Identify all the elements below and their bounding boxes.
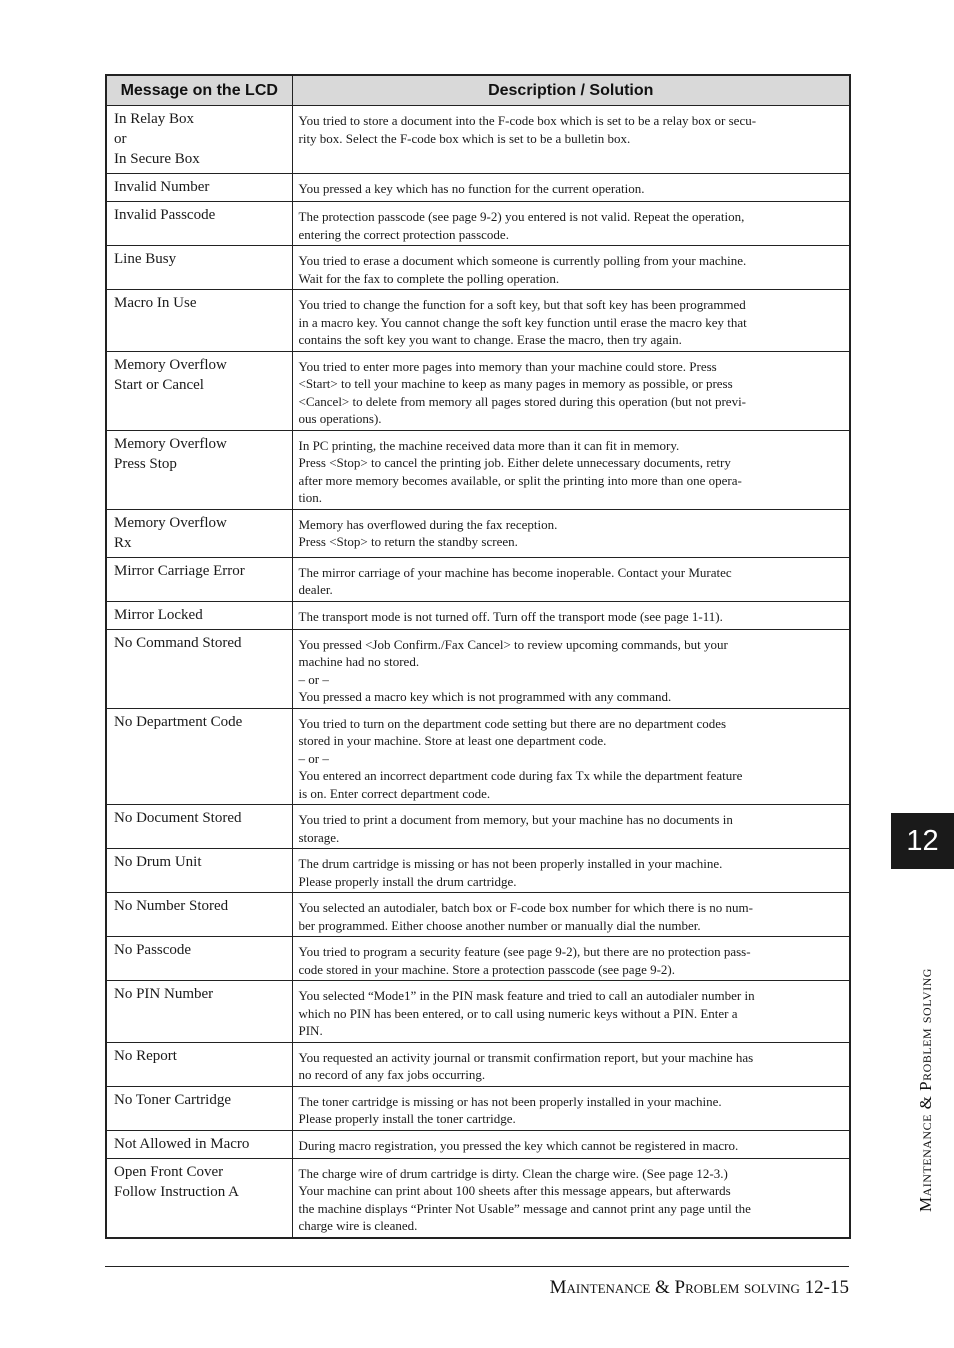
description-cell: [292, 893, 850, 937]
lcd-message-line: In Secure Box: [114, 151, 200, 167]
lcd-message-cell: [106, 1086, 292, 1130]
description-line: The mirror carriage of your machine has become inoperable. Contact your Muratec: [298, 564, 732, 580]
description-line: You pressed a key which has no function for the current operation.: [298, 181, 645, 196]
lcd-message-line: Rx: [114, 534, 132, 551]
description-line: tion.: [298, 490, 322, 505]
description-line: dealer.: [298, 582, 333, 597]
table-row: [106, 174, 850, 202]
table-row: [106, 708, 850, 805]
table-row: [106, 981, 850, 1043]
lcd-message-line: No PIN Number: [114, 986, 214, 1002]
table-row: [106, 1158, 850, 1238]
lcd-message-line: Start or Cancel: [114, 376, 204, 393]
chapter-side-title: Maintenance & Problem solving: [916, 968, 935, 1212]
description-cell: [292, 557, 850, 601]
lcd-message-line: No Number Stored: [114, 898, 229, 914]
description-line: entering the correct protection passcode.: [298, 226, 509, 242]
lcd-message-cell: [106, 1130, 292, 1158]
description-line: In PC printing, the machine received data more than it can fit in memory.: [298, 437, 680, 453]
lcd-message-cell: [106, 351, 292, 430]
table-row: [106, 202, 850, 246]
description-line: storage.: [298, 829, 340, 845]
table-row: [106, 106, 850, 174]
description-cell: [292, 708, 850, 805]
description-line: machine had no stored.: [298, 654, 420, 669]
description-cell: [292, 849, 850, 893]
lcd-message-cell: [106, 981, 292, 1043]
description-cell: [292, 290, 850, 352]
lcd-message-line: Press Stop: [114, 455, 177, 472]
lcd-message-cell: [106, 106, 292, 174]
description-cell: [292, 1158, 850, 1238]
lcd-message-line: No Report: [114, 1047, 177, 1064]
description-cell: [292, 509, 850, 557]
table-row: [106, 601, 850, 629]
table-row: [106, 290, 850, 352]
description-line: PIN.: [298, 1023, 323, 1038]
lcd-message-line: No Toner Cartridge: [114, 1091, 231, 1108]
description-line: contains the soft key you want to change. Erase the macro, then try again.: [298, 332, 682, 347]
description-cell: [292, 629, 850, 708]
description-line: The protection passcode (see page 9-2) you entered is not valid. Repeat the operation,: [298, 209, 745, 224]
footer-divider: [105, 1266, 849, 1267]
description-line: You tried to print a document from memory, but your machine has no documents in: [298, 812, 733, 827]
lcd-message-cell: [106, 1042, 292, 1086]
description-cell: [292, 246, 850, 290]
table-row: [106, 246, 850, 290]
lcd-message-line: Follow Instruction A: [114, 1183, 240, 1200]
table-row: [106, 1130, 850, 1158]
lcd-message-line: No Department Code: [114, 713, 243, 730]
description-line: is on. Enter correct department code.: [298, 785, 491, 801]
lcd-message-line: Open Front Cover: [114, 1163, 224, 1180]
description-line: after more memory becomes available, or split the printing into more than one opera-: [298, 472, 742, 488]
description-cell: [292, 351, 850, 430]
description-line: stored in your machine. Store at least one department code.: [298, 733, 607, 748]
description-cell: [292, 1086, 850, 1130]
description-line: Press <Stop> to return the standby screen.: [298, 534, 518, 549]
description-cell: [292, 981, 850, 1043]
table-row: [106, 893, 850, 937]
lcd-message-line: Memory Overflow: [114, 356, 227, 373]
table-row: [106, 805, 850, 849]
description-line: You tried to change the function for a soft key, but that soft key has been programmed: [298, 297, 746, 312]
lcd-message-cell: [106, 430, 292, 509]
description-line: Memory has overflowed during the fax reception.: [298, 516, 558, 532]
lcd-message-cell: [106, 290, 292, 352]
lcd-message-cell: [106, 246, 292, 290]
description-cell: [292, 430, 850, 509]
lcd-message-line: Line Busy: [114, 251, 177, 267]
description-line: You tried to turn on the department code setting but there are no department codes: [298, 715, 727, 731]
lcd-message-line: Mirror Carriage Error: [114, 562, 245, 579]
description-line: You selected an autodialer, batch box or F-code box number for which there is no num-: [298, 900, 753, 915]
lcd-message-line: In Relay Box: [114, 111, 194, 127]
lcd-message-line: Macro In Use: [114, 295, 197, 311]
description-cell: [292, 937, 850, 981]
description-line: Your machine can print about 100 sheets after this message appears, but afterwards: [298, 1183, 731, 1198]
table-row: [106, 937, 850, 981]
lcd-message-line: Invalid Passcode: [114, 207, 216, 223]
lcd-message-cell: [106, 509, 292, 557]
page-footer: Maintenance & Problem solving 12-15: [549, 1277, 849, 1298]
lcd-message-cell: [106, 708, 292, 805]
description-line: You tried to erase a document which someone is currently polling from your machine.: [298, 253, 747, 268]
description-line: Wait for the fax to complete the polling operation.: [298, 270, 560, 286]
description-line: Please properly install the toner cartridge.: [298, 1111, 516, 1126]
description-line: – or –: [298, 750, 329, 766]
table-row: [106, 430, 850, 509]
description-line: no record of any fax jobs occurring.: [298, 1067, 486, 1082]
column-header-lcd-message: Message on the LCD: [106, 75, 292, 106]
description-line: You tried to program a security feature (see page 9-2), but there are no protection pass-: [298, 944, 751, 959]
description-line: which no PIN has been entered, or to call using numeric keys without a PIN. Enter a: [298, 1005, 738, 1021]
description-line: The toner cartridge is missing or has not been properly installed in your machine.: [298, 1093, 722, 1109]
description-line: rity box. Select the F-code box which is set to be a bulletin box.: [298, 130, 631, 146]
description-line: You tried to store a document into the F-code box which is set to be a relay box or secu-: [298, 113, 757, 128]
table-row: [106, 351, 850, 430]
description-line: charge wire is cleaned.: [298, 1218, 418, 1233]
description-line: ous operations).: [298, 411, 382, 426]
description-line: During macro registration, you pressed the key which cannot be registered in macro.: [298, 1137, 739, 1153]
lcd-message-table: [105, 74, 851, 1239]
description-line: in a macro key. You cannot change the soft key function until erase the macro key that: [298, 314, 747, 330]
description-line: Please properly install the drum cartridge.: [298, 873, 517, 889]
chapter-number: 12: [906, 824, 939, 857]
table-header-row: [106, 75, 850, 106]
description-cell: [292, 106, 850, 174]
lcd-message-line: Invalid Number: [114, 179, 210, 195]
table-row: [106, 629, 850, 708]
lcd-message-cell: [106, 805, 292, 849]
description-line: You requested an activity journal or transmit confirmation report, but your machine has: [298, 1049, 754, 1065]
table-row: [106, 557, 850, 601]
lcd-message-cell: [106, 849, 292, 893]
table-row: [106, 1086, 850, 1130]
description-line: The drum cartridge is missing or has not been properly installed in your machine.: [298, 856, 723, 871]
table-body: [106, 106, 850, 1238]
description-line: You pressed <Job Confirm./Fax Cancel> to review upcoming commands, but your: [298, 636, 728, 652]
description-cell: [292, 1042, 850, 1086]
description-line: You tried to enter more pages into memory than your machine could store. Press: [298, 358, 717, 374]
table-row: [106, 509, 850, 557]
description-line: The transport mode is not turned off. Turn off the transport mode (see page 1-11).: [298, 608, 723, 624]
chapter-tab: [891, 813, 954, 869]
lcd-message-line: Memory Overflow: [114, 514, 227, 531]
lcd-message-cell: [106, 174, 292, 202]
description-line: You pressed a macro key which is not programmed with any command.: [298, 689, 672, 704]
lcd-message-line: No Command Stored: [114, 634, 242, 651]
lcd-message-cell: [106, 893, 292, 937]
description-line: the machine displays “Printer Not Usable” message and cannot print any page until the: [298, 1200, 751, 1216]
lcd-message-line: Memory Overflow: [114, 435, 227, 452]
lcd-message-cell: [106, 629, 292, 708]
lcd-message-cell: [106, 937, 292, 981]
table-row: [106, 1042, 850, 1086]
description-line: code stored in your machine. Store a protection passcode (see page 9-2).: [298, 961, 676, 977]
description-cell: [292, 601, 850, 629]
table-row: [106, 849, 850, 893]
description-line: ber programmed. Either choose another number or manually dial the number.: [298, 917, 701, 933]
description-cell: [292, 805, 850, 849]
lcd-message-line: No Passcode: [114, 942, 192, 958]
description-line: <Start> to tell your machine to keep as many pages in memory as possible, or press: [298, 376, 733, 391]
column-header-description: Description / Solution: [292, 75, 850, 106]
description-cell: [292, 1130, 850, 1158]
lcd-message-cell: [106, 202, 292, 246]
lcd-message-line: or: [114, 131, 127, 147]
description-line: You selected “Mode1” in the PIN mask feature and tried to call an autodialer number in: [298, 988, 755, 1003]
description-line: Press <Stop> to cancel the printing job. Either delete unnecessary documents, retry: [298, 455, 731, 470]
lcd-message-cell: [106, 557, 292, 601]
description-cell: [292, 174, 850, 202]
description-line: <Cancel> to delete from memory all pages stored during this operation (but not previ-: [298, 393, 747, 409]
description-cell: [292, 202, 850, 246]
description-line: – or –: [298, 671, 329, 687]
lcd-message-line: No Drum Unit: [114, 854, 202, 870]
lcd-message-cell: [106, 601, 292, 629]
description-line: You entered an incorrect department code during fax Tx while the department feature: [298, 768, 743, 783]
lcd-message-line: No Document Stored: [114, 810, 242, 826]
lcd-message-line: Not Allowed in Macro: [114, 1135, 250, 1152]
description-line: The charge wire of drum cartridge is dirty. Clean the charge wire. (See page 12-3.): [298, 1165, 728, 1181]
lcd-message-line: Mirror Locked: [114, 606, 203, 623]
lcd-message-cell: [106, 1158, 292, 1238]
